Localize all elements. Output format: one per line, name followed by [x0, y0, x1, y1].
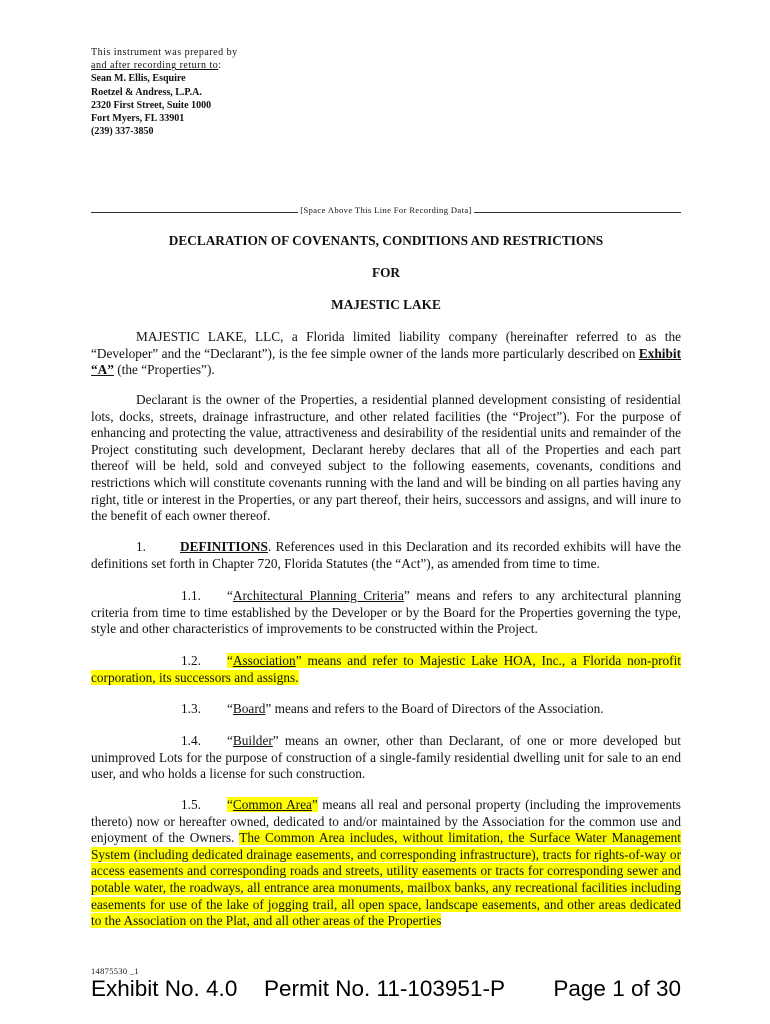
definition-1-4-text: ” means an owner, other than Declarant, of one or more developed but unimproved Lots for the purpose of construction of a single-family residential dwelling unit for sale to an end user, and who holds a license for such construction.	[91, 733, 681, 782]
section-1-definitions	[91, 539, 681, 572]
intro-tail: (the “Properties”).	[113, 362, 215, 378]
definition-1-5-quote-close: ”	[311, 797, 318, 812]
recording-data-line	[91, 205, 681, 215]
definition-1-4-quote: “	[227, 733, 233, 748]
definition-1-1-number: 1.1.	[181, 588, 201, 603]
definition-1-5-number: 1.5.	[181, 797, 201, 812]
attorney-name: Sean M. Ellis, Esquire	[91, 73, 186, 85]
firm-city: Fort Myers, FL 33901	[91, 113, 185, 125]
declarant-paragraph: Declarant is the owner of the Properties, a residential planned development consisting of residential lots, docks, streets, drainage infrastructure, and other related facilities (the “Project”). For the purpose of enhancing and protecting the value, attractiveness and desirability of the residential units and remainder of the Project constituting such development, Declarant hereby declares that all of the Properties and each part thereof will be held, sold and conveyed subject to the following easements, covenants, conditions and restrictions which will constitute covenants running with the land and will be binding on all parties having any right, title or interest in the Properties, or any part thereof, their heirs, successors and assigns, and will inure to the benefit of each owner thereof.	[91, 392, 681, 524]
definition-1-4-term: Builder	[232, 733, 273, 748]
return-to-line	[91, 59, 238, 72]
definition-1-1-quote: “	[227, 588, 233, 603]
section-1-text: . References used in this Declaration and its recorded exhibits will have the definitions set forth in Chapter 720, Florida Statutes (the “Act”), as amended from time to time.	[91, 539, 681, 571]
prepared-by-block	[91, 46, 238, 138]
definition-1-5-term: Common Area	[232, 797, 312, 812]
definition-1-3	[91, 701, 681, 718]
section-1-heading: DEFINITIONS	[180, 539, 268, 554]
recording-rule-left	[91, 211, 298, 213]
definition-1-3-quote: “	[227, 701, 233, 716]
section-1-number: 1.	[136, 539, 146, 554]
intro-text: MAJESTIC LAKE, LLC, a Florida limited liability company (hereinafter referred to as the “Developer” and the “Declarant”), is the fee simple owner of the lands more particularly described on	[91, 329, 681, 361]
firm-street: 2320 First Street, Suite 1000	[91, 99, 212, 111]
definition-1-5	[91, 797, 681, 930]
definition-1-2	[91, 653, 681, 686]
title-project-name: MAJESTIC LAKE	[331, 297, 441, 312]
definition-1-1-text: ” means and refers to any architectural planning criteria from time to time established by the Developer or by the Board for the Properties governing the type, style and other characteristics of improvements to be constructed within the Project.	[91, 588, 681, 637]
exhibit-number: Exhibit No. 4.0	[91, 976, 238, 1001]
intro-paragraph	[91, 329, 681, 379]
title-for: FOR	[371, 265, 401, 280]
recording-rule-right	[474, 211, 681, 213]
page-number: Page 1 of 30	[553, 976, 681, 1001]
exhibit-a-reference: Exhibit “A”	[91, 345, 681, 378]
definition-1-1	[91, 588, 681, 638]
definition-1-2-term: Association	[232, 653, 296, 668]
permit-number: Permit No. 11-103951-P	[264, 976, 505, 1001]
prepared-by-line: This instrument was prepared by	[91, 47, 238, 58]
definition-1-1-term: Architectural Planning Criteria	[232, 588, 404, 603]
definition-1-2-quote: “	[227, 653, 233, 668]
return-to-label: and after recording return to	[91, 60, 219, 72]
firm-phone: (239) 337-3850	[91, 126, 154, 138]
definition-1-4	[91, 733, 681, 783]
definition-1-5-quote-open: “	[227, 797, 233, 812]
exhibit-footer	[91, 976, 681, 1008]
recording-label: [Space Above This Line For Recording Data]	[300, 205, 472, 215]
return-to-colon: :	[218, 60, 222, 72]
document-title: DECLARATION OF COVENANTS, CONDITIONS AND RESTRICTIONS	[168, 233, 604, 248]
law-firm: Roetzel & Andress, L.P.A.	[91, 86, 202, 98]
definition-1-5-highlighted-text: The Common Area includes, without limitation, the Surface Water Management System (including dedicated drainage easements, and corresponding infrastructure), tracts for rights-of-way or access easements and corresponding roads and streets, utility easements or tracts for corresponding sewer and potable water, the roadways, all entrance area monuments, mailbox banks, any recreational facilities including easements for use of the lake of jogging trail, all open space, landscape easements, and other areas dedicated to the Association on the Plat, and all other areas of the Properties	[91, 830, 681, 929]
definition-1-3-number: 1.3.	[181, 701, 201, 716]
definition-1-4-number: 1.4.	[181, 733, 201, 748]
definition-1-5-text: means all real and personal property (including the improvements thereto) now or hereafter owned, dedicated to and/or maintained by the Association for the common use and enjoyment of the Owners.	[91, 797, 681, 846]
definition-1-2-text: ” means and refer to Majestic Lake HOA, Inc., a Florida non-profit corporation, its successors and assigns.	[91, 653, 681, 685]
definition-1-3-text: ” means and refers to the Board of Directors of the Association.	[265, 701, 604, 716]
definition-1-2-number: 1.2.	[181, 653, 201, 668]
definition-1-3-term: Board	[232, 701, 266, 716]
document-number: 14875530 _1	[91, 966, 139, 976]
